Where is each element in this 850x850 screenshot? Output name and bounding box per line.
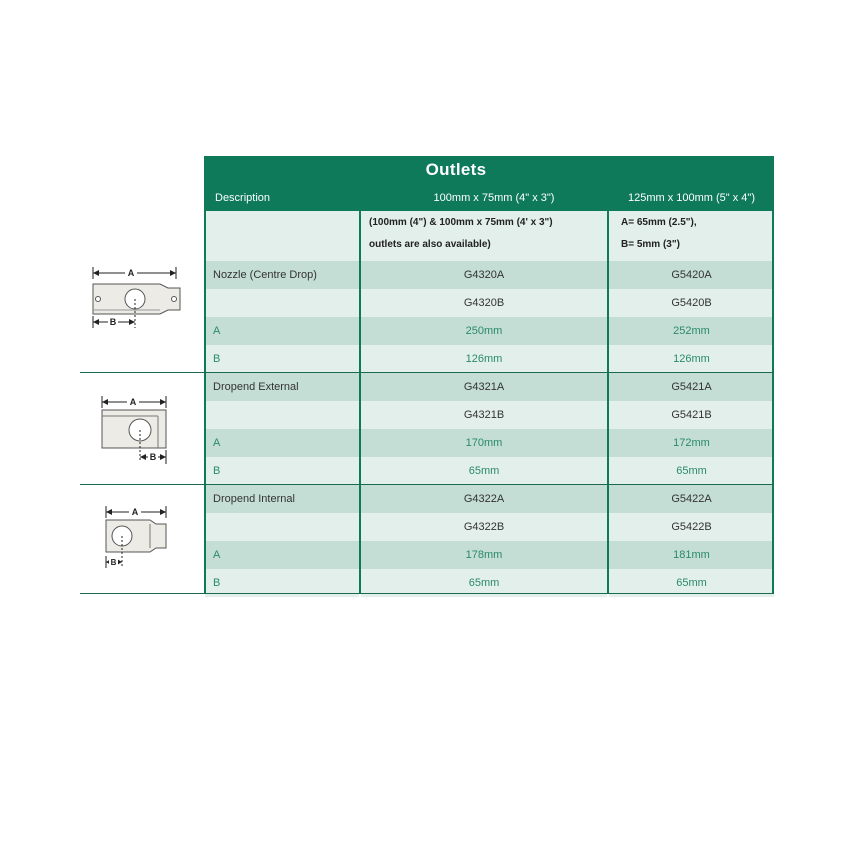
dimension-value: 252mm	[609, 317, 774, 345]
code-cell: G5420B	[609, 289, 774, 317]
code-cell: G4320A	[361, 261, 607, 289]
diagram-label-a: A	[129, 397, 137, 407]
dimension-value: 65mm	[361, 569, 607, 597]
code-cell: G4322A	[361, 485, 607, 513]
dimension-value: 126mm	[361, 345, 607, 373]
empty-desc-cell	[205, 289, 359, 317]
code-cell: G4321B	[361, 401, 607, 429]
diagram-label-b: B	[149, 452, 157, 462]
group-name: Dropend External	[205, 373, 359, 401]
dimension-label: A	[205, 429, 359, 457]
column-divider	[607, 184, 609, 593]
nozzle-centre-drop-diagram-icon	[88, 262, 188, 334]
note-col2-line1: A= 65mm (2.5"),	[621, 217, 697, 228]
note-col1	[361, 211, 607, 261]
dimension-value: 172mm	[609, 429, 774, 457]
table-right-border	[772, 156, 774, 593]
dropend-external-diagram-icon	[94, 392, 174, 468]
code-cell: G4321A	[361, 373, 607, 401]
note-col2-line2: B= 5mm (3")	[621, 239, 680, 250]
group-separator	[80, 372, 774, 373]
dimension-label: B	[205, 457, 359, 485]
diagram-label-b: B	[110, 558, 117, 567]
code-cell: G5421A	[609, 373, 774, 401]
table-bottom-border	[80, 593, 774, 594]
note-desc-cell	[205, 211, 359, 261]
dimension-label: B	[205, 345, 359, 373]
header-col1: 100mm x 75mm (4" x 3")	[361, 187, 607, 211]
dimension-value: 126mm	[609, 345, 774, 373]
dimension-value: 65mm	[361, 457, 607, 485]
code-cell: G5422A	[609, 485, 774, 513]
empty-desc-cell	[205, 401, 359, 429]
dimension-label: A	[205, 541, 359, 569]
code-cell: G5421B	[609, 401, 774, 429]
dimension-value: 170mm	[361, 429, 607, 457]
table-title: Outlets	[425, 160, 487, 179]
code-cell: G4320B	[361, 289, 607, 317]
code-cell: G5420A	[609, 261, 774, 289]
dimension-value: 65mm	[609, 457, 774, 485]
dimension-label: A	[205, 317, 359, 345]
code-cell: G5422B	[609, 513, 774, 541]
note-col1-line2: outlets are also available)	[369, 239, 491, 250]
code-cell: G4322B	[361, 513, 607, 541]
diagram-label-a: A	[127, 268, 135, 278]
dimension-value: 178mm	[361, 541, 607, 569]
empty-desc-cell	[205, 513, 359, 541]
note-col1-line1: (100mm (4") & 100mm x 75mm (4' x 3")	[369, 217, 553, 228]
group-name: Nozzle (Centre Drop)	[205, 261, 359, 289]
dimension-value: 65mm	[609, 569, 774, 597]
dimension-value: 181mm	[609, 541, 774, 569]
column-divider	[359, 184, 361, 593]
diagram-label-b: B	[109, 317, 117, 327]
note-col2	[609, 211, 774, 261]
diagram-label-a: A	[131, 507, 139, 517]
dropend-internal-diagram-icon	[100, 502, 176, 572]
dimension-value: 250mm	[361, 317, 607, 345]
group-separator	[80, 484, 774, 485]
header-description: Description	[205, 187, 359, 211]
header-col2: 125mm x 100mm (5" x 4")	[609, 187, 774, 211]
dimension-label: B	[205, 569, 359, 597]
group-name: Dropend Internal	[205, 485, 359, 513]
table-left-border	[204, 156, 206, 593]
